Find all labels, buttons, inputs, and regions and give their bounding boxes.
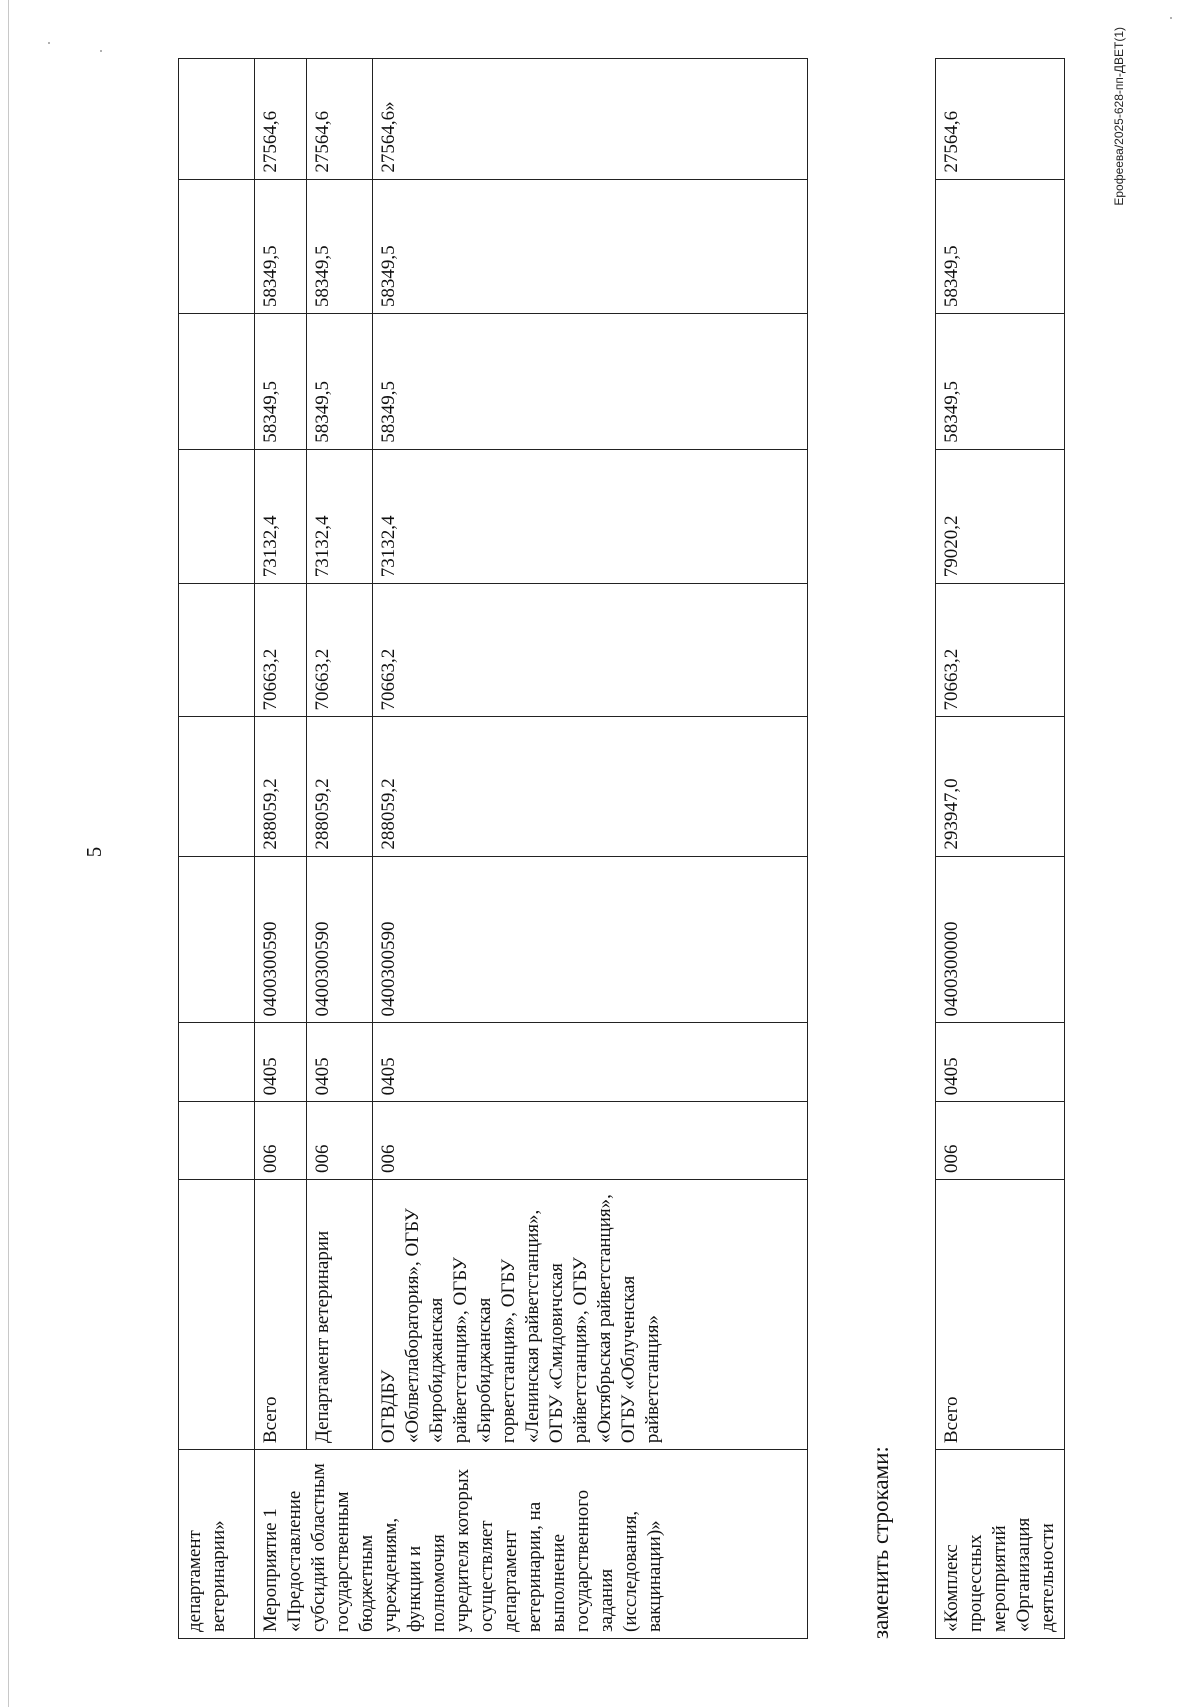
grbs-cell: 006 <box>373 1102 808 1180</box>
csr-cell: 0400300590 <box>255 856 307 1023</box>
grbs-cell <box>179 1102 255 1180</box>
table-row <box>307 59 373 1639</box>
table-row <box>179 59 255 1639</box>
year-2021-cell: 70663,2 <box>936 584 1065 717</box>
year-2021-cell: 70663,2 <box>255 584 307 717</box>
grbs-cell: 006 <box>307 1102 373 1180</box>
year-2024-cell <box>179 179 255 313</box>
rz-pr-cell: 0405 <box>255 1023 307 1102</box>
executor-cell: ОГВДБУ «Облветлаборатория», ОГБУ «Биробиджанская райветстанция», ОГБУ «Биробиджанская горветстанция», ОГБУ «Ленинская райветстанция», ОГБУ «Смидовичская райветстанция», ОГБУ «Октябрьская райветстанция», ОГБУ «Облученская райветстанция» <box>373 1179 808 1449</box>
page-number: 5 <box>82 846 106 858</box>
year-2024-cell: 58349,5 <box>255 179 307 313</box>
rz-pr-cell: 0405 <box>373 1023 808 1102</box>
executor-cell <box>179 1179 255 1449</box>
executor-cell: Всего <box>936 1179 1065 1449</box>
csr-cell: 0400300590 <box>307 856 373 1023</box>
scan-speck <box>1170 17 1172 19</box>
total-cell: 288059,2 <box>255 717 307 856</box>
total-cell <box>179 717 255 856</box>
year-2022-cell: 73132,4 <box>373 449 808 583</box>
main-table <box>178 58 808 1639</box>
replacement-table <box>935 58 1065 1639</box>
measure-name-cell: Мероприятие 1 «Предоставление субсидий областным государственным бюджетным учреждениям, функции и полномочия учредителя которых осуществляет департамент ветеринарии, на выполнение государственного задания (исследования, вакцинации)» <box>255 1450 808 1639</box>
year-2023-cell: 58349,5 <box>373 314 808 450</box>
rz-pr-cell <box>179 1023 255 1102</box>
year-2021-cell: 70663,2 <box>373 584 808 717</box>
year-2025-cell: 27564,6 <box>936 59 1065 180</box>
csr-cell: 0400300590 <box>373 856 808 1023</box>
year-2024-cell: 58349,5 <box>936 179 1065 313</box>
csr-cell: 0400300000 <box>936 856 1065 1023</box>
year-2023-cell: 58349,5 <box>255 314 307 450</box>
csr-cell <box>179 856 255 1023</box>
year-2024-cell: 58349,5 <box>307 179 373 313</box>
grbs-cell: 006 <box>255 1102 307 1180</box>
year-2025-cell: 27564,6» <box>373 59 808 180</box>
table-row <box>373 59 808 1639</box>
year-2023-cell: 58349,5 <box>936 314 1065 450</box>
executor-cell: Всего <box>255 1179 307 1449</box>
document-code: Ерофеева/2025-628-пп-ДВЕТ(1) <box>1112 27 1126 206</box>
replace-caption: заменить строками: <box>868 1446 893 1639</box>
table-row <box>255 59 307 1639</box>
table-row <box>936 59 1065 1639</box>
rz-pr-cell: 0405 <box>307 1023 373 1102</box>
year-2025-cell: 27564,6 <box>255 59 307 180</box>
grbs-cell: 006 <box>936 1102 1065 1180</box>
year-2024-cell: 58349,5 <box>373 179 808 313</box>
total-cell: 288059,2 <box>373 717 808 856</box>
year-2025-cell <box>179 59 255 180</box>
rz-pr-cell: 0405 <box>936 1023 1065 1102</box>
year-2022-cell: 73132,4 <box>255 449 307 583</box>
row-name-cell: департамент ветеринарии» <box>179 1450 255 1639</box>
year-2021-cell: 70663,2 <box>307 584 373 717</box>
year-2023-cell <box>179 314 255 450</box>
scan-speck <box>100 50 102 52</box>
complex-name-cell: «Комплекс процессных мероприятий «Организация деятельности <box>936 1450 1065 1639</box>
year-2023-cell: 58349,5 <box>307 314 373 450</box>
scan-speck <box>48 42 50 44</box>
year-2025-cell: 27564,6 <box>307 59 373 180</box>
total-cell: 288059,2 <box>307 717 373 856</box>
year-2022-cell: 73132,4 <box>307 449 373 583</box>
year-2022-cell <box>179 449 255 583</box>
total-cell: 293947,0 <box>936 717 1065 856</box>
year-2022-cell: 79020,2 <box>936 449 1065 583</box>
executor-cell: Департамент ветеринарии <box>307 1179 373 1449</box>
year-2021-cell <box>179 584 255 717</box>
